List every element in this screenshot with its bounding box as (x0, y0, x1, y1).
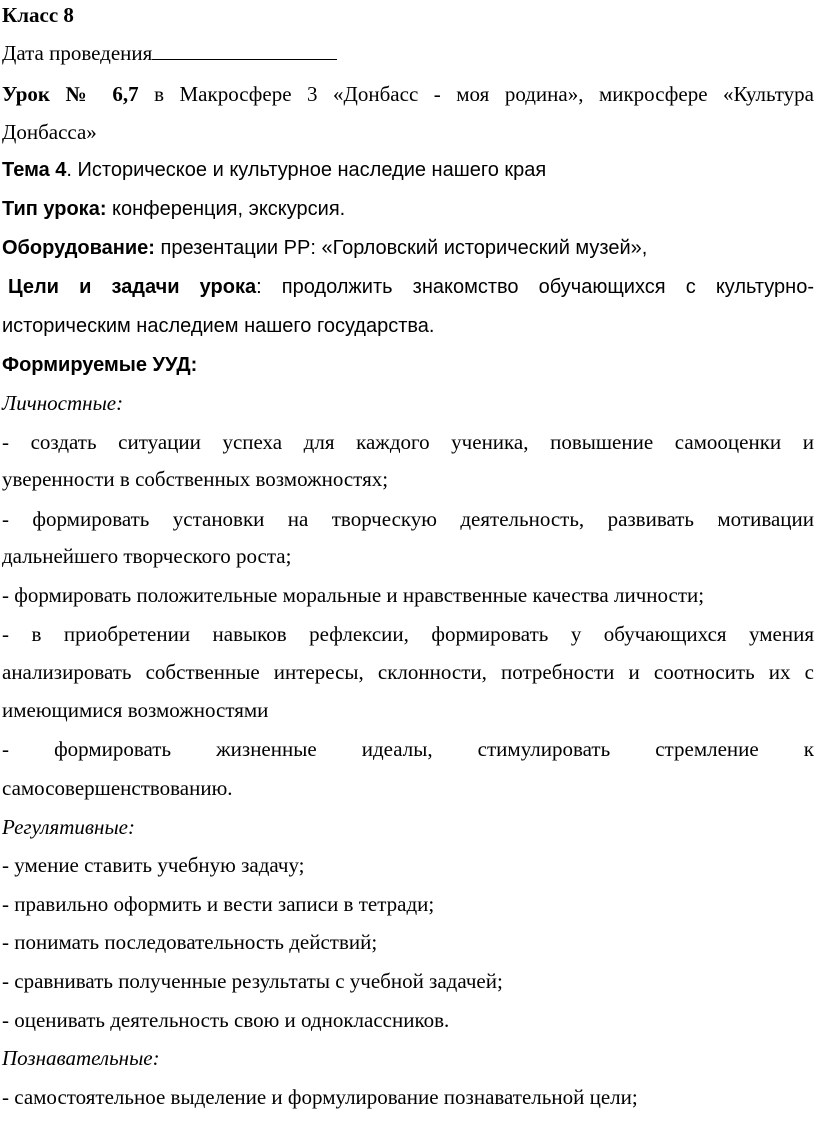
cognitive-heading: Познавательные: (2, 1046, 160, 1070)
list-item: дальнейшего творческого роста; (2, 544, 292, 568)
goals-line-1: Цели и задачи урока: продолжить знакомство обучающихся с культурно- (8, 276, 814, 298)
list-item: - оценивать деятельность свою и одноклассников. (2, 1008, 450, 1032)
date-line: Дата проведения (2, 40, 814, 66)
goals-line-2: историческим наследием нашего государства. (2, 315, 435, 337)
list-item: - создать ситуации успеха для каждого ученика, повышение самооценки и (2, 430, 814, 454)
list-item: уверенности в собственных возможностях; (2, 467, 389, 491)
equipment-line: Оборудование: презентации PP: «Горловский исторический музей», (2, 237, 648, 259)
list-item: самосовершенствованию. (2, 776, 233, 800)
lesson-line-1: Урок № 6,7 в Макросфере 3 «Донбасс - моя родина», микросфере «Культура (2, 82, 815, 106)
list-item: - формировать положительные моральные и нравственные качества личности; (2, 583, 705, 607)
personal-heading: Личностные: (2, 391, 124, 415)
list-item: имеющимися возможностями (2, 698, 269, 722)
regulatory-heading: Регулятивные: (2, 815, 135, 839)
list-item: - в приобретении навыков рефлексии, формировать у обучающихся умения (2, 622, 814, 646)
list-item: - сравнивать полученные результаты с учебной задачей; (2, 969, 503, 993)
list-item: - понимать последовательность действий; (2, 930, 378, 954)
date-blank[interactable] (152, 41, 337, 60)
class-label: Класс 8 (2, 3, 74, 27)
list-item: - правильно оформить и вести записи в тетради; (2, 892, 435, 916)
uud-heading: Формируемые УУД: (2, 354, 198, 376)
list-item: - самостоятельное выделение и формулирование познавательной цели; (2, 1085, 638, 1109)
list-item: - формировать жизненные идеалы, стимулировать стремление к (2, 737, 814, 761)
topic-line: Тема 4. Историческое и культурное наследие нашего края (2, 159, 547, 181)
list-item: - умение ставить учебную задачу; (2, 853, 305, 877)
lesson-line-2: Донбасса» (2, 120, 97, 144)
lesson-type-line: Тип урока: конференция, экскурсия. (2, 198, 346, 220)
list-item: анализировать собственные интересы, склонности, потребности и соотносить их с (2, 660, 814, 684)
list-item: - формировать установки на творческую деятельность, развивать мотивации (2, 507, 814, 531)
